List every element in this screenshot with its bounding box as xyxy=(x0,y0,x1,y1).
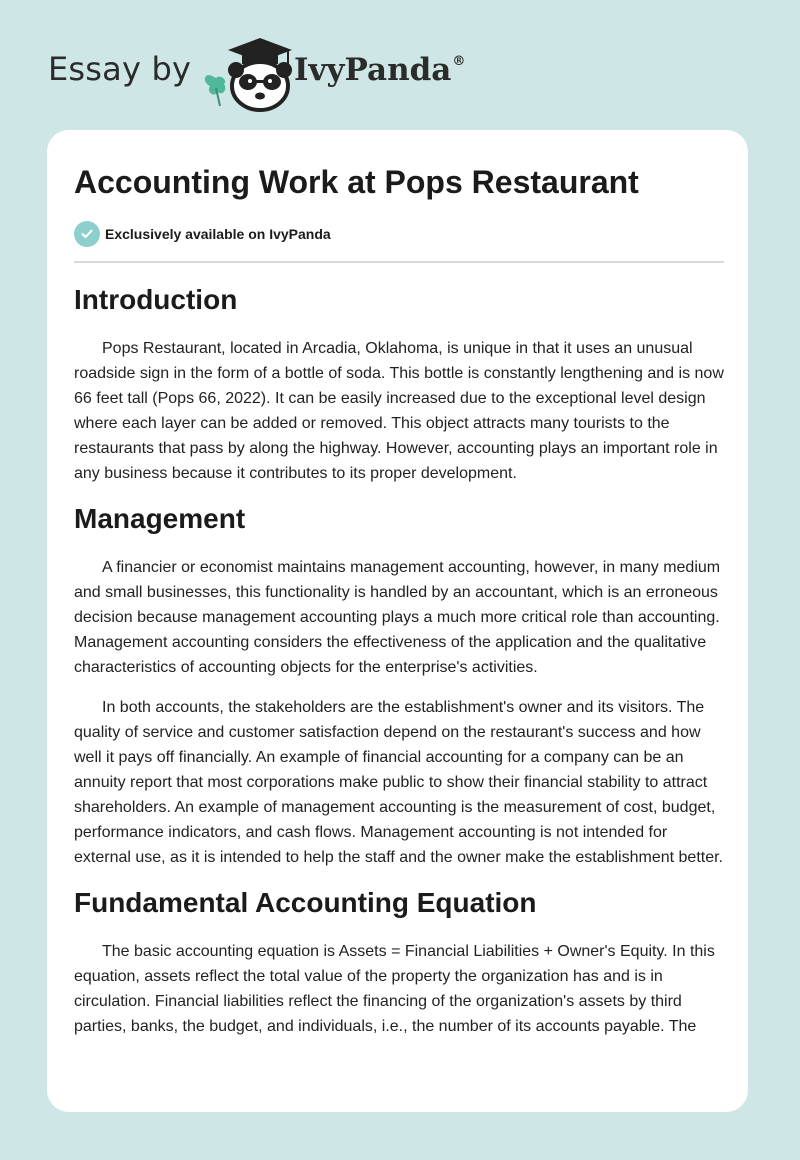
essay-card xyxy=(47,130,748,1112)
section-heading: Introduction xyxy=(74,284,238,315)
section-fundamental-accounting-equation xyxy=(74,885,724,1039)
exclusive-badge-text: Exclusively available on IvyPanda xyxy=(105,226,331,242)
registered-mark: ® xyxy=(452,54,466,69)
site-header xyxy=(0,0,800,130)
check-circle-icon xyxy=(74,221,100,247)
paragraph: Pops Restaurant, located in Arcadia, Oklahoma, is unique in that it uses an unusual roadside sign in the form of a bottle of soda. This bottle is constantly lengthening and is now 66 feet tall (Pops 66, 2022). It can be easily increased due to the exceptional level design where each layer can be added or removed. This object attracts many tourists to the restaurants that pass by along the highway. However, accounting plays an important role in any business because it contributes to its proper development. xyxy=(74,340,724,482)
page-title: Accounting Work at Pops Restaurant xyxy=(74,164,639,200)
brand-name[interactable]: IvyPanda® xyxy=(294,52,466,88)
section-management xyxy=(74,501,724,870)
paragraph: The basic accounting equation is Assets = Financial Liabilities + Owner's Equity. In this equation, assets reflect the total value of the property the organization has and is in circulation. Financial liabilities reflect the financing of the organization's assets by third parties, banks, the budget, and individuals, i.e., the number of its accounts payable. The xyxy=(74,943,715,1035)
section-heading: Management xyxy=(74,503,246,534)
paragraph: In both accounts, the stakeholders are the establishment's owner and its visitors. The quality of service and customer satisfaction depend on the restaurant's success and how well it pays off financially. An example of financial accounting for a company can be an annuity report that most corporations make public to show their financial stability to attract shareholders. An example of management accounting is the measurement of cost, budget, performance indicators, and cash flows. Management accounting is not intended for external use, as it is intended to help the staff and the owner make the establishment better. xyxy=(74,699,723,866)
paragraph: A financier or economist maintains management accounting, however, in many medium and small businesses, this functionality is handled by an accountant, which is an erroneous decision because management accounting plays a much more critical role than accounting. Management accounting considers the effectiveness of the application and the qualitative characteristics of accounting objects for the enterprise's activities. xyxy=(74,559,721,676)
section-introduction xyxy=(74,282,724,486)
title-divider xyxy=(74,261,724,263)
essay-body xyxy=(74,282,724,1054)
section-heading: Fundamental Accounting Equation xyxy=(74,887,537,918)
essay-by-label: Essay by xyxy=(48,50,192,88)
panda-logo-icon[interactable] xyxy=(198,36,298,112)
exclusive-badge xyxy=(74,221,331,247)
